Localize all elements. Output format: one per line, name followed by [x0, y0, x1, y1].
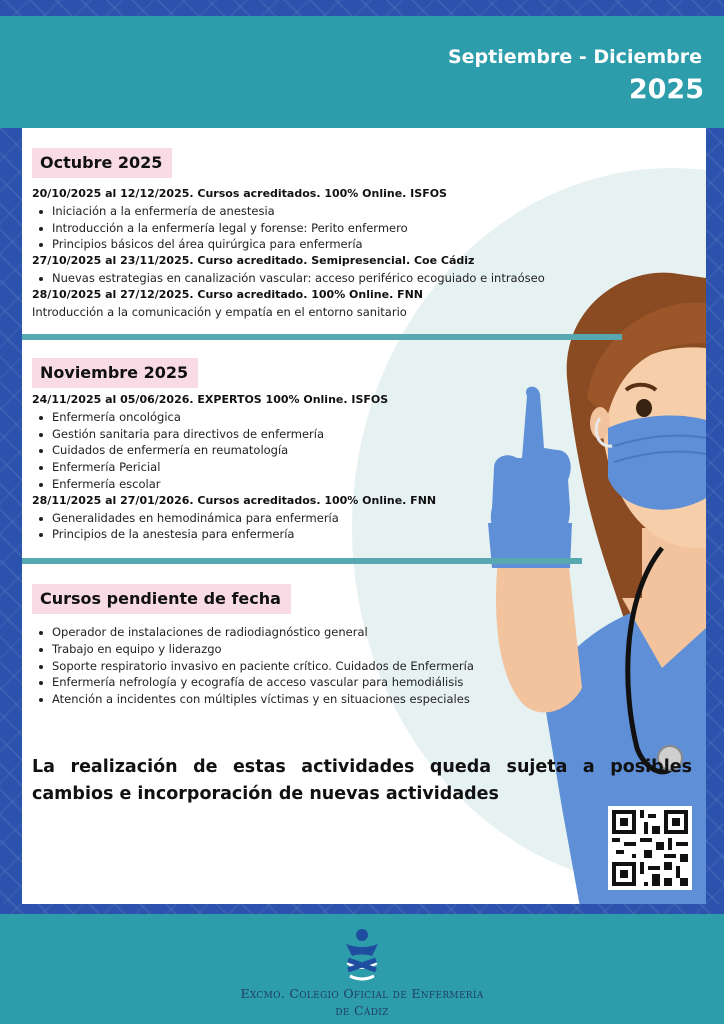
section-heading-octubre: Octubre 2025: [32, 148, 172, 178]
date-range: 27/10/2025 al 23/11/2025. Curso acreditado. Semipresencial. Coe Cádiz: [32, 254, 475, 268]
course-item: Cuidados de enfermería en reumatología: [52, 442, 592, 459]
date-range: 20/10/2025 al 12/12/2025. Cursos acreditados. 100% Online. ISFOS: [32, 187, 447, 200]
college-location: de Cádiz: [335, 1003, 389, 1018]
date-range: 24/11/2025 al 05/06/2026. EXPERTOS 100% Online. ISFOS: [32, 393, 389, 406]
course-item: Principios de la anestesia para enfermería: [52, 526, 592, 543]
course-item: Iniciación a la enfermería de anestesia: [52, 203, 592, 220]
section-octubre: [32, 186, 592, 320]
course-item: Operador de instalaciones de radiodiagnóstico general: [52, 624, 592, 641]
course-item: Enfermería oncológica: [52, 409, 592, 426]
qr-code[interactable]: [608, 806, 692, 890]
college-name: Excmo. Colegio Oficial de Enfermería: [240, 986, 484, 1001]
course-item: Soporte respiratorio invasivo en paciente crítico. Cuidados de Enfermería: [52, 658, 592, 675]
course-item: Enfermería escolar: [52, 476, 592, 493]
section-pendiente: [32, 624, 592, 708]
course-text: Introducción a la comunicación y empatía en el entorno sanitario: [32, 304, 407, 319]
date-range: 28/10/2025 al 27/12/2025. Curso acreditado. 100% Online. FNN: [32, 287, 424, 301]
section-divider: [22, 558, 582, 564]
course-item: Introducción a la enfermería legal y forense: Perito enfermero: [52, 220, 592, 237]
course-item: Atención a incidentes con múltiples víctimas y en situaciones especiales: [52, 691, 592, 708]
header-banner: [0, 16, 724, 128]
footer-banner: [0, 914, 724, 1024]
course-item: Trabajo en equipo y liderazgo: [52, 641, 592, 658]
year-title: 2025: [628, 74, 704, 105]
course-item: Enfermería nefrología y ecografía de acceso vascular para hemodiálisis: [52, 674, 592, 691]
course-item: Enfermería Pericial: [52, 459, 592, 476]
course-item: Generalidades en hemodinámica para enfermería: [52, 510, 592, 527]
section-heading-pendiente: Cursos pendiente de fecha: [32, 584, 291, 614]
course-item: Gestión sanitaria para directivos de enfermería: [52, 426, 592, 443]
college-logo-icon: [342, 928, 382, 982]
section-heading-noviembre: Noviembre 2025: [32, 358, 198, 388]
left-pattern-border: [0, 128, 22, 918]
period-title: Septiembre - Diciembre: [447, 46, 702, 68]
section-divider: [22, 334, 622, 340]
right-pattern-border: [706, 128, 724, 918]
course-item: Principios básicos del área quirúrgica para enfermería: [52, 236, 592, 253]
course-item: Nuevas estrategias en canalización vascular: acceso periférico ecoguiado e intraóseo: [52, 270, 592, 287]
disclaimer-notice: La realización de estas actividades queda sujeta a posibles cambios e incorporación de nuevas actividades: [32, 757, 692, 804]
section-noviembre: [32, 392, 592, 543]
date-range: 28/11/2025 al 27/01/2026. Cursos acreditados. 100% Online. FNN: [32, 493, 437, 507]
content-panel: [22, 128, 706, 918]
